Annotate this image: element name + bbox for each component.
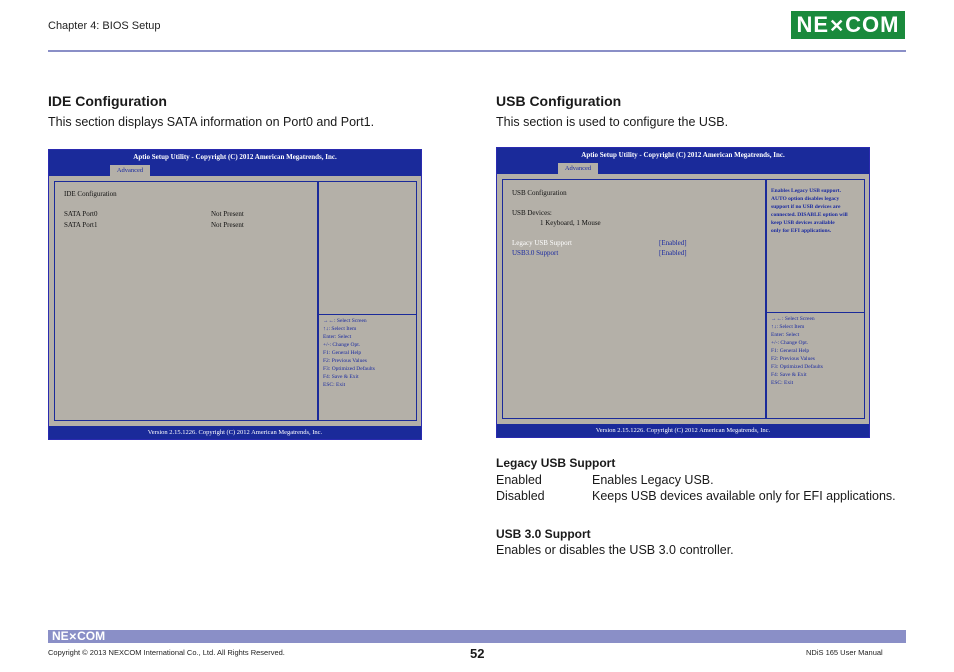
help-line: support if no USB devices are: [771, 204, 841, 210]
key-hint: F2: Previous Values: [323, 358, 367, 364]
help-line: connected. DISABLE option will: [771, 212, 848, 218]
usb-devices-label: USB Devices:: [512, 209, 552, 217]
help-line: only for EFI applications.: [771, 228, 832, 234]
key-hint: +/-: Change Opt.: [323, 342, 361, 348]
ide-bios-screen: [48, 149, 422, 440]
bios-footer: Version 2.15.1226. Copyright (C) 2012 American Megatrends, Inc.: [49, 426, 421, 439]
sata-port1-label: SATA Port1: [64, 221, 98, 229]
usb-intro: This section is used to configure the USB.: [496, 115, 729, 129]
legacy-usb-heading: Legacy USB Support: [496, 456, 616, 470]
footer-square: [898, 638, 905, 643]
bios-header: Aptio Setup Utility - Copyright (C) 2012 American Megatrends, Inc.: [49, 150, 421, 164]
help-line: AUTO option disables legacy: [771, 196, 840, 202]
footer-square: [890, 630, 897, 637]
sata-port0-value: Not Present: [211, 210, 244, 218]
key-hint: +/-: Change Opt.: [771, 340, 809, 346]
ide-title: IDE Configuration: [48, 93, 167, 109]
key-hint: ESC: Exit: [771, 380, 794, 386]
key-hint: ESC: Exit: [323, 382, 346, 388]
key-hint: F1: General Help: [771, 348, 810, 354]
ide-intro: This section displays SATA information on Port0 and Port1.: [48, 115, 375, 129]
key-hint: F3: Optimized Defaults: [323, 366, 375, 372]
header-divider: [48, 50, 906, 52]
legacy-usb-option[interactable]: Legacy USB Support: [512, 239, 572, 247]
bios-header: Aptio Setup Utility - Copyright (C) 2012 American Megatrends, Inc.: [497, 148, 869, 162]
page-number: 52: [470, 646, 485, 661]
help-line: keep USB devices available: [771, 220, 835, 226]
footer-logo: NE✕COM: [52, 629, 106, 643]
bios-key-list: [771, 315, 823, 387]
usb3-heading: USB 3.0 Support: [496, 527, 591, 541]
legacy-usb-value[interactable]: [Enabled]: [659, 239, 687, 247]
nexcom-logo: NE✕COM: [791, 11, 905, 39]
footer-square: [890, 638, 897, 643]
footer-bar: [48, 630, 906, 643]
bios-key-list: [323, 317, 375, 389]
sata-port0-label: SATA Port0: [64, 210, 98, 218]
key-hint: ↑↓: Select Item: [323, 326, 357, 332]
help-description: [771, 187, 848, 235]
key-hint: F2: Previous Values: [771, 356, 815, 362]
usb-title: USB Configuration: [496, 93, 622, 109]
legacy-enabled-name: Enabled: [496, 473, 542, 487]
bios-help-panel: [318, 181, 417, 315]
legacy-enabled-desc: Enables Legacy USB.: [592, 473, 714, 487]
key-hint: Enter: Select: [323, 334, 352, 340]
key-hint: F3: Optimized Defaults: [771, 364, 823, 370]
bios-footer: Version 2.15.1226. Copyright (C) 2012 American Megatrends, Inc.: [497, 424, 869, 437]
bios-section-heading: IDE Configuration: [64, 190, 117, 198]
manual-name: NDiS 165 User Manual: [806, 648, 883, 657]
chapter-label: Chapter 4: BIOS Setup: [48, 20, 161, 32]
key-hint: Enter: Select: [771, 332, 800, 338]
usb-bios-screen: [496, 147, 870, 438]
usb3-desc: Enables or disables the USB 3.0 controller.: [496, 543, 734, 557]
key-hint: F4: Save & Exit: [323, 374, 359, 380]
bios-section-heading: USB Configuration: [512, 189, 567, 197]
legacy-disabled-name: Disabled: [496, 489, 545, 503]
key-hint: →←: Select Screen: [771, 316, 815, 322]
bios-tab-bar: [497, 162, 869, 174]
usb-devices-value: 1 Keyboard, 1 Mouse: [540, 219, 601, 227]
tab-advanced[interactable]: Advanced: [558, 163, 598, 174]
bios-tab-bar: [49, 164, 421, 176]
usb3-value[interactable]: [Enabled]: [659, 249, 687, 257]
key-hint: F1: General Help: [323, 350, 362, 356]
help-line: Enables Legacy USB support.: [771, 188, 841, 194]
key-hint: ↑↓: Select Item: [771, 324, 805, 330]
key-hint: →←: Select Screen: [323, 318, 367, 324]
legacy-disabled-desc: Keeps USB devices available only for EFI applications.: [592, 489, 896, 503]
usb3-option[interactable]: USB3.0 Support: [512, 249, 559, 257]
tab-advanced[interactable]: Advanced: [110, 165, 150, 176]
sata-port1-value: Not Present: [211, 221, 244, 229]
copyright: Copyright © 2013 NEXCOM International Co., Ltd. All Rights Reserved.: [48, 648, 285, 657]
key-hint: F4: Save & Exit: [771, 372, 807, 378]
